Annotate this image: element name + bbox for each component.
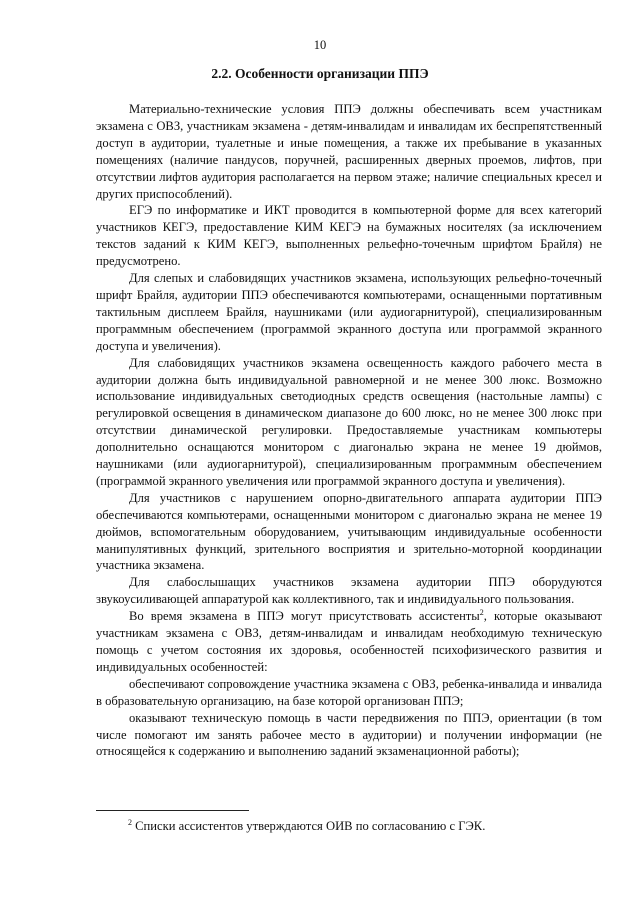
paragraph: Материально-технические условия ППЭ должны обеспечивать всем участникам экзамена с ОВЗ, участникам экзамена - детям-инвалидам и инвалидам их беспрепятственный доступ в аудитории, туалетные и иные помещения, а также их пребывание в указанных помещениях (наличие пандусов, поручней, расширенных дверных проемов, лифтов, при отсутствии лифтов аудитория располагается на первом этаже; наличие специальных кресел и других приспособлений).	[96, 102, 602, 201]
paragraph: ЕГЭ по информатике и ИКТ проводится в компьютерной форме для всех категорий участников КЕГЭ, предоставление КИМ КЕГЭ на бумажных носителях (за исключением текстов заданий к КИМ КЕГЭ, выполненных рельефно-точечным шрифтом Брайля) не предусмотрено.	[96, 203, 602, 269]
footnote-marker: 2	[128, 817, 132, 827]
section-title: 2.2. Особенности организации ППЭ	[211, 66, 429, 81]
paragraph-text-continued: , которые оказывают участникам экзамена с ОВЗ, детям-инвалидам и инвалидам необходимую техническую помощь с учетом состояния их здоровья, особенностей психофизического развития и индивидуальных особенностей:	[96, 609, 603, 674]
footnote-text: Списки ассистентов утверждаются ОИВ по согласованию с ГЭК.	[132, 819, 486, 833]
paragraph: Для слабослышащих участников экзамена аудитории ППЭ оборудуются звукоусиливающей аппаратурой как коллективного, так и индивидуального пользования.	[96, 575, 602, 607]
paragraph-with-footnote-ref	[96, 608, 602, 676]
paragraph-text: Во время экзамена в ППЭ могут присутствовать ассистенты	[129, 609, 480, 624]
paragraph: Для участников с нарушением опорно-двигательного аппарата аудитории ППЭ обеспечиваются компьютерами, оснащенными монитором с диагональю экрана не менее 19 дюймов, вспомогательным оборудованием, учитывающим индивидуальные особенности манипулятивных функций, зрительного восприятия и зрительно-моторной координации участника экзамена.	[96, 490, 602, 573]
paragraph: обеспечивают сопровождение участника экзамена с ОВЗ, ребенка-инвалида и инвалида в образовательную организацию, на базе которой организован ППЭ;	[96, 676, 602, 708]
body-text	[96, 101, 602, 760]
paragraph: Для слепых и слабовидящих участников экзамена, использующих рельефно-точечный шрифт Брайля, аудитории ППЭ обеспечиваются компьютерами, оснащенными портативным тактильным дисплеем Брайля, наушниками (или аудиогарнитурой), специализированным программным обеспечением (программой экранного доступа или программой экранного доступа и увеличения).	[96, 271, 602, 353]
page-number: 10	[313, 38, 327, 52]
paragraph: оказывают техническую помощь в части передвижения по ППЭ, ориентации (в том числе помогают им занять рабочее место в аудитории) и получении информации (не относящейся к содержанию и выполнению заданий экзаменационной работы);	[96, 710, 602, 759]
footnote-reference: 2	[479, 608, 484, 617]
footnote-rule	[96, 810, 249, 811]
footnote	[128, 818, 598, 834]
paragraph: Для слабовидящих участников экзамена освещенность каждого рабочего места в аудитории должна быть индивидуальной равномерной и не менее 300 люкс. Возможно использование индивидуальных светодиодных средств освещения (настольные лампы) с регулировкой освещения в динамическом диапазоне до 600 люкс, но не менее 300 люкс при отсутствии динамической регулировки. Предоставляемые участникам компьютеры дополнительно оснащаются монитором с диагональю экрана не менее 19 дюймов, наушниками (или аудиогарнитурой), специализированным программным обеспечением (программой экранного увеличения или программой экранного доступа и увеличения).	[96, 355, 602, 488]
